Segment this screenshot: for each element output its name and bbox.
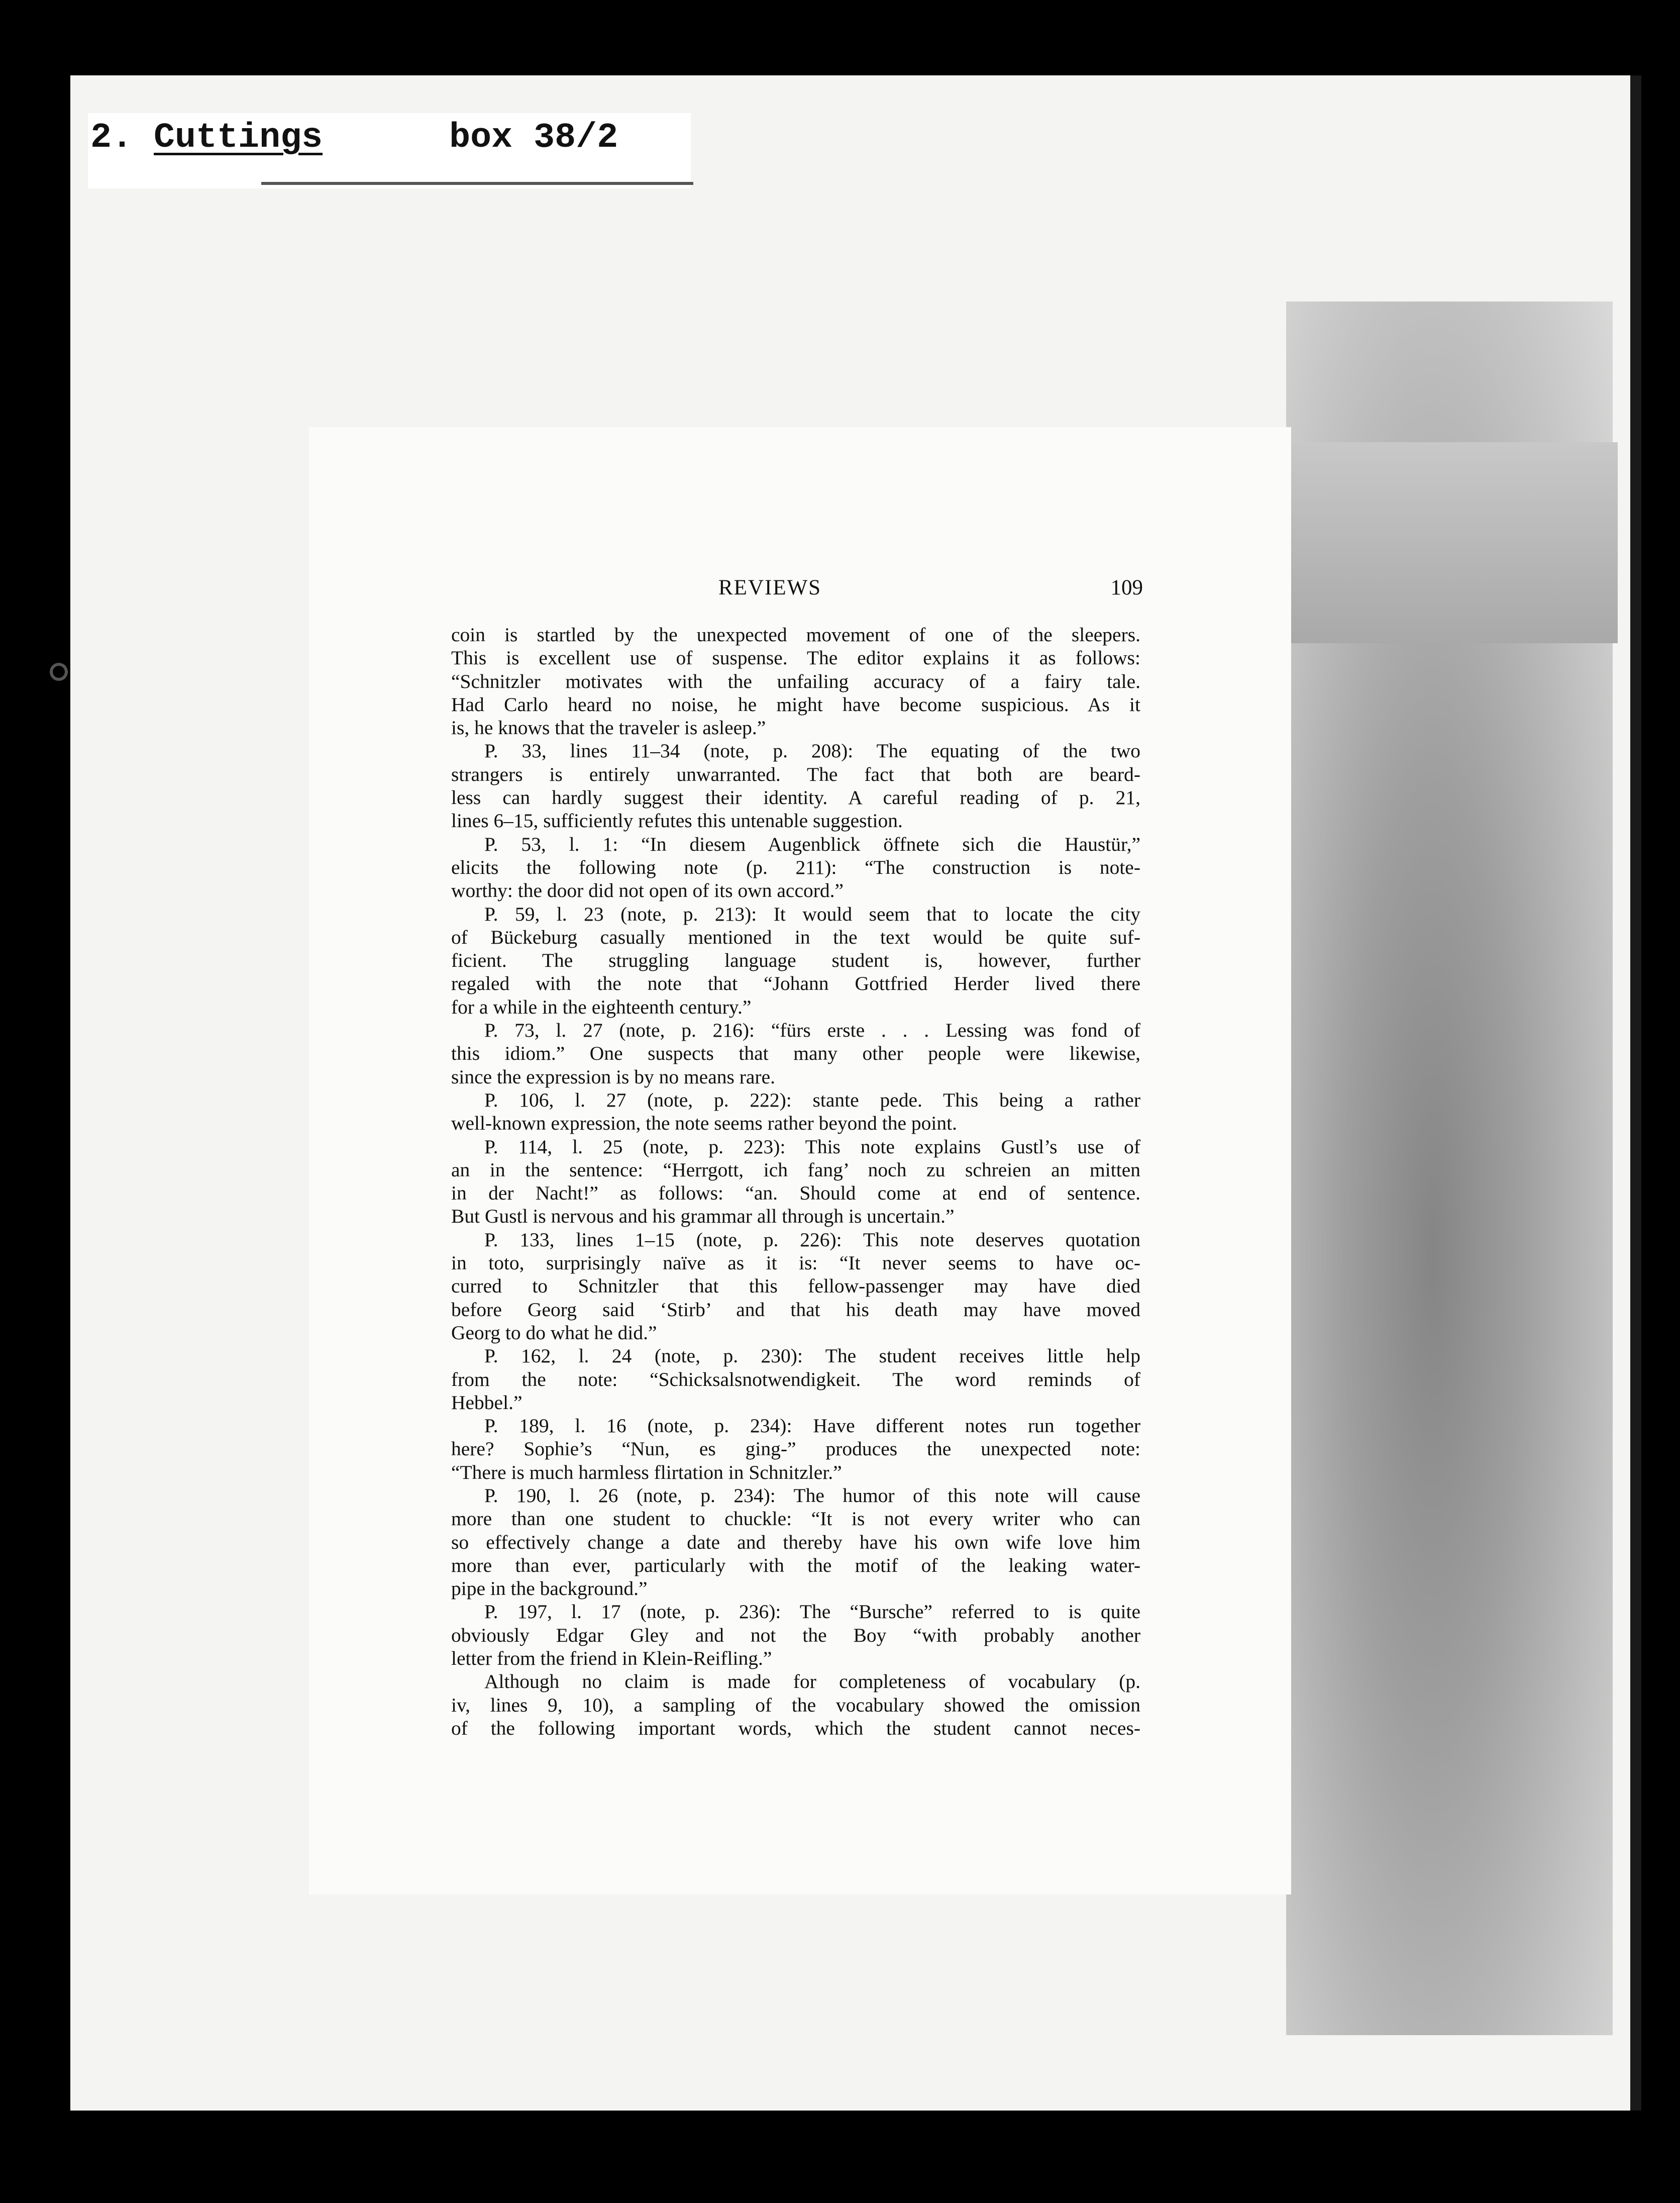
page-header xyxy=(452,575,1143,606)
text-line: before Georg said ‘Stirb’ and that his death may have moved xyxy=(451,1298,1140,1321)
text-line: This is excellent use of suspense. The editor explains it as follows: xyxy=(451,647,1140,669)
text-line: in toto, surprisingly naïve as it is: “It never seems to have oc- xyxy=(451,1252,1140,1274)
text-line: letter from the friend in Klein-Reifling.” xyxy=(451,1647,772,1670)
text-line: this idiom.” One suspects that many other people were likewise, xyxy=(451,1042,1140,1065)
text-line: Georg to do what he did.” xyxy=(451,1321,657,1344)
text-line: more than ever, particularly with the motif of the leaking water- xyxy=(451,1554,1140,1576)
running-head: REVIEWS xyxy=(718,576,822,599)
text-line: P. 162, l. 24 (note, p. 230): The student receives little help xyxy=(484,1345,1140,1367)
text-line: P. 59, l. 23 (note, p. 213): It would seem that to locate the city xyxy=(484,903,1140,925)
text-line: pipe in the background.” xyxy=(451,1577,648,1600)
text-line: elicits the following note (p. 211): “The construction is note- xyxy=(451,856,1140,878)
text-line: an in the sentence: “Herrgott, ich fang’ noch zu schreien an mitten xyxy=(451,1158,1140,1181)
sheet-shading xyxy=(1286,442,1618,643)
text-line: more than one student to chuckle: “It is not every writer who can xyxy=(451,1508,1140,1530)
text-line: P. 53, l. 1: “In diesem Augenblick öffnete sich die Haustür,” xyxy=(484,833,1140,855)
archive-label xyxy=(90,118,618,158)
text-line: lines 6–15, sufficiently refutes this untenable suggestion. xyxy=(451,810,903,832)
text-line: so effectively change a date and thereby have his own wife love him xyxy=(451,1531,1140,1553)
text-line: curred to Schnitzler that this fellow-passenger may have died xyxy=(451,1275,1140,1297)
text-line: of the following important words, which the student cannot neces- xyxy=(451,1717,1140,1739)
review-text xyxy=(451,623,1140,1740)
label-box: box 38/2 xyxy=(449,118,618,158)
text-line: Although no claim is made for completeness of vocabulary (p. xyxy=(484,1670,1140,1693)
text-line: P. 189, l. 16 (note, p. 234): Have different notes run together xyxy=(484,1415,1140,1437)
text-line: well-known expression, the note seems rather beyond the point. xyxy=(451,1112,957,1135)
text-line: of Bückeburg casually mentioned in the text would be quite suf- xyxy=(451,926,1140,948)
text-line: P. 33, lines 11–34 (note, p. 208): The equating of the two xyxy=(484,740,1140,762)
label-number: 2. xyxy=(90,118,133,158)
text-line: P. 106, l. 27 (note, p. 222): stante pede. This being a rather xyxy=(484,1088,1140,1111)
text-line: strangers is entirely unwarranted. The fact that both are beard- xyxy=(451,763,1140,785)
text-line: P. 73, l. 27 (note, p. 216): “fürs erste . . . Lessing was fond of xyxy=(484,1019,1140,1042)
text-line: P. 133, lines 1–15 (note, p. 226): This note deserves quotation xyxy=(484,1228,1140,1251)
punch-hole xyxy=(53,666,65,678)
text-line: P. 114, l. 25 (note, p. 223): This note explains Gustl’s use of xyxy=(484,1135,1140,1158)
text-line: iv, lines 9, 10), a sampling of the vocabulary showed the omission xyxy=(451,1693,1140,1716)
text-line: P. 190, l. 26 (note, p. 234): The humor of this note will cause xyxy=(484,1484,1140,1507)
text-line: “There is much harmless flirtation in Schnitzler.” xyxy=(451,1461,842,1483)
text-line: for a while in the eighteenth century.” xyxy=(451,995,752,1018)
text-line: “Schnitzler motivates with the unfailing accuracy of a fairy tale. xyxy=(451,670,1140,692)
text-line: coin is startled by the unexpected movement of one of the sleepers. xyxy=(451,624,1140,646)
label-rule xyxy=(261,182,693,185)
text-line: Had Carlo heard no noise, he might have become suspicious. As it xyxy=(451,693,1140,716)
text-line: But Gustl is nervous and his grammar all through is uncertain.” xyxy=(451,1205,955,1228)
text-line: here? Sophie’s “Nun, es ging-” produces the unexpected note: xyxy=(451,1438,1140,1460)
text-line: Hebbel.” xyxy=(451,1391,522,1414)
text-line: obviously Edgar Gley and not the Boy “with probably another xyxy=(451,1624,1140,1646)
text-line: since the expression is by no means rare. xyxy=(451,1065,775,1088)
text-line: less can hardly suggest their identity. A careful reading of p. 21, xyxy=(451,786,1140,809)
text-line: regaled with the note that “Johann Gottfried Herder lived there xyxy=(451,972,1140,995)
label-category: Cuttings xyxy=(154,118,323,158)
text-line: ficient. The struggling language student is, however, further xyxy=(451,949,1140,972)
text-line: P. 197, l. 17 (note, p. 236): The “Bursche” referred to is quite xyxy=(484,1600,1140,1623)
page-number: 109 xyxy=(1110,576,1143,599)
text-line: from the note: “Schicksalsnotwendigkeit. The word reminds of xyxy=(451,1368,1140,1390)
text-line: worthy: the door did not open of its own accord.” xyxy=(451,879,844,902)
text-line: in der Nacht!” as follows: “an. Should come at end of sentence. xyxy=(451,1182,1140,1205)
text-line: is, he knows that the traveler is asleep.” xyxy=(451,717,766,739)
